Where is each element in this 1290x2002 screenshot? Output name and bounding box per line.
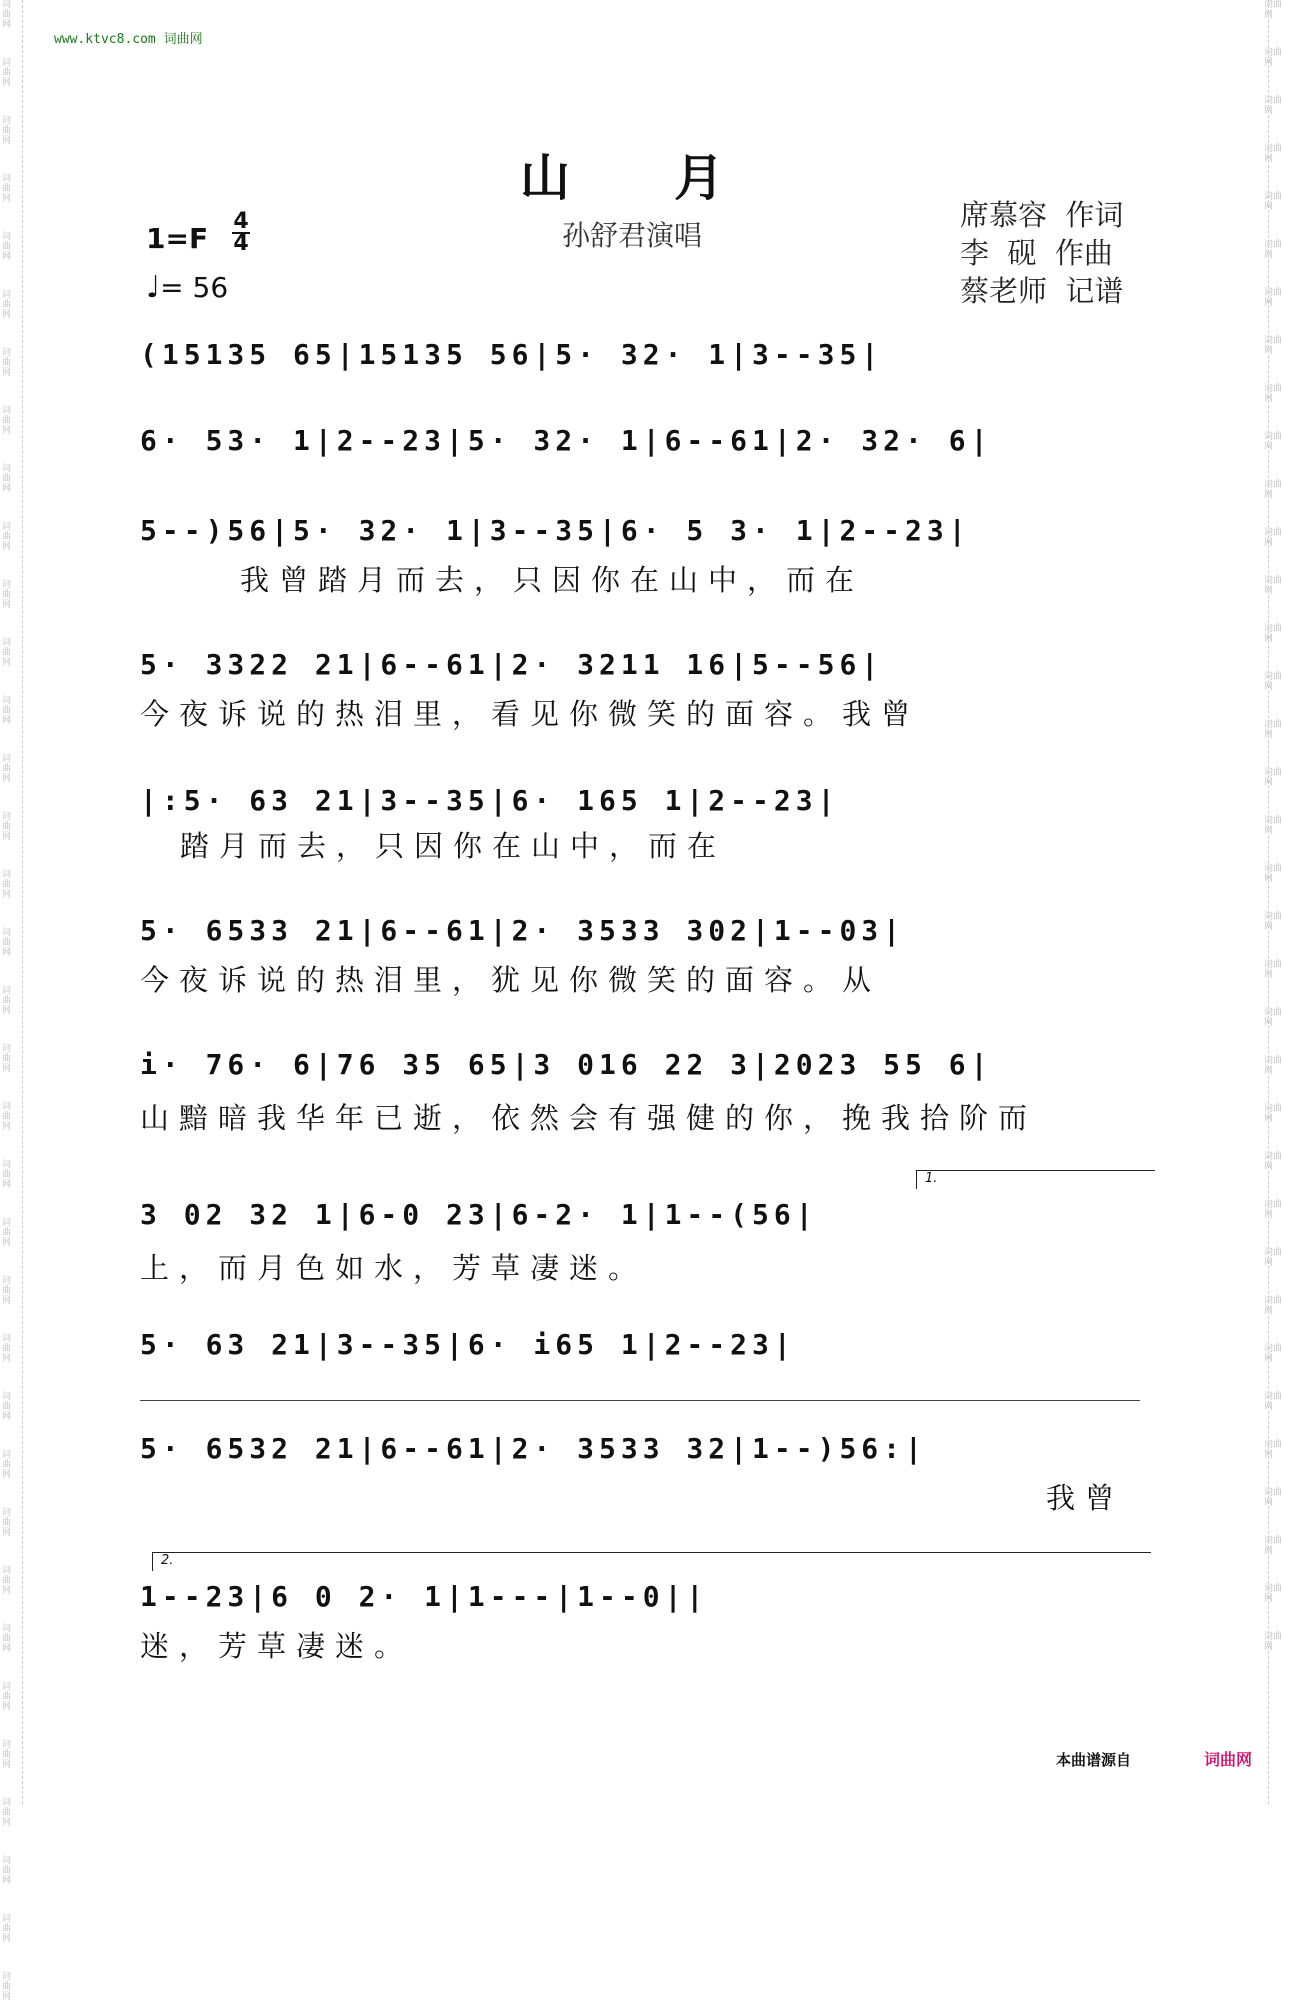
- singer: 孙舒君演唱: [562, 219, 703, 252]
- score-line-11: 1--23|6 0 2· 1|1---|1--0|| 迷，芳草凄迷。: [140, 1580, 709, 1663]
- score-line-3: 5--)56|5· 32· 1|3--35|6· 5 3· 1|2--23| 我曾踏月而去，只因你在山中，而在: [140, 514, 971, 597]
- lyrics-line: 迷，芳草凄迷。: [140, 1629, 414, 1663]
- lyrics-line: 今夜诉说的热泪里，看见你微笑的面容。我曾: [140, 697, 921, 731]
- quarter-note-icon: ♩: [146, 270, 161, 305]
- lyrics-line: 我曾: [1046, 1481, 1125, 1515]
- brand-link[interactable]: 词曲网: [1204, 1750, 1253, 1769]
- lyrics-line: 踏月而去，只因你在山中，而在: [180, 829, 727, 863]
- score-line-6: 5· 6533 21|6--61|2· 3533 302|1--03| 今夜诉说的热泪里，犹见你微笑的面容。从: [140, 914, 906, 997]
- lyrics-line: 山黯暗我华年已逝，依然会有强健的你，挽我拾阶而: [140, 1101, 1038, 1135]
- time-signature: 4 4: [233, 209, 249, 256]
- source-label: 本曲谱源自: [1056, 1751, 1132, 1769]
- lyrics-line: 我曾踏月而去，只因你在山中，而在: [240, 563, 865, 597]
- song-title: 山月: [520, 149, 828, 207]
- tempo-marking: ♩= 56: [146, 270, 229, 305]
- site-url[interactable]: www.ktvc8.com 词曲网: [54, 32, 203, 47]
- system-divider: [140, 1400, 1140, 1401]
- lyrics-line: 上，而月色如水，芳草凄迷。: [140, 1251, 648, 1285]
- left-watermark-strip: 词曲网 词曲网 词曲网 词曲网 词曲网 词曲网 词曲网 词曲网 词曲网 词曲网 词曲网 词曲网 词曲网 词曲网 词曲网 词曲网 词曲网 词曲网 词曲网 词曲网 词曲网 词曲网 词曲网 词曲网 词曲网 词曲网 词曲网 词曲网 词曲网 词曲网 词曲网 词曲网 词曲网 词曲网 词曲网: [2, 0, 12, 2002]
- score-line-10: 5· 6532 21|6--61|2· 3533 32|1--)56:| 我曾: [140, 1432, 1125, 1515]
- first-ending-bracket: 1.: [916, 1170, 1155, 1189]
- left-margin-line: [22, 0, 23, 1804]
- second-ending-bracket: 2.: [152, 1552, 1151, 1571]
- score-line-2: 6· 53· 1|2--23|5· 32· 1|6--61|2· 32· 6|: [140, 424, 993, 457]
- score-line-1: (15135 65|15135 56|5· 32· 1|3--35|: [140, 338, 884, 371]
- score-line-9: 5· 63 21|3--35|6· i65 1|2--23|: [140, 1328, 796, 1361]
- score-line-8: 3 02 32 1|6-0 23|6-2· 1|1--(56| 上，而月色如水，芳草凄迷。: [140, 1198, 818, 1285]
- lyrics-line: 今夜诉说的热泪里，犹见你微笑的面容。从: [140, 963, 882, 997]
- score-line-4: 5· 3322 21|6--61|2· 3211 16|5--56| 今夜诉说的热泪里，看见你微笑的面容。我曾: [140, 648, 921, 731]
- score-line-5: |:5· 63 21|3--35|6· 165 1|2--23| 踏月而去，只因你在山中，而在: [140, 784, 840, 863]
- score-line-7: i· 76· 6|76 35 65|3 016 22 3|2023 55 6| 山黯暗我华年已逝，依然会有强健的你，挽我拾阶而: [140, 1048, 1038, 1135]
- credits: 席慕容 作词 李 砚 作曲 蔡老师 记谱: [960, 198, 1124, 308]
- right-watermark-strip: 词曲网 词曲网 词曲网 词曲网 词曲网 词曲网 词曲网 词曲网 词曲网 词曲网 词曲网 词曲网 词曲网 词曲网 词曲网 词曲网 词曲网 词曲网 词曲网 词曲网 词曲网 词曲网 词曲网 词曲网 词曲网 词曲网 词曲网 词曲网 词曲网 词曲网 词曲网 词曲网 词曲网 词曲网 词曲网: [1264, 0, 1283, 1652]
- key-signature: 1=F: [146, 222, 209, 255]
